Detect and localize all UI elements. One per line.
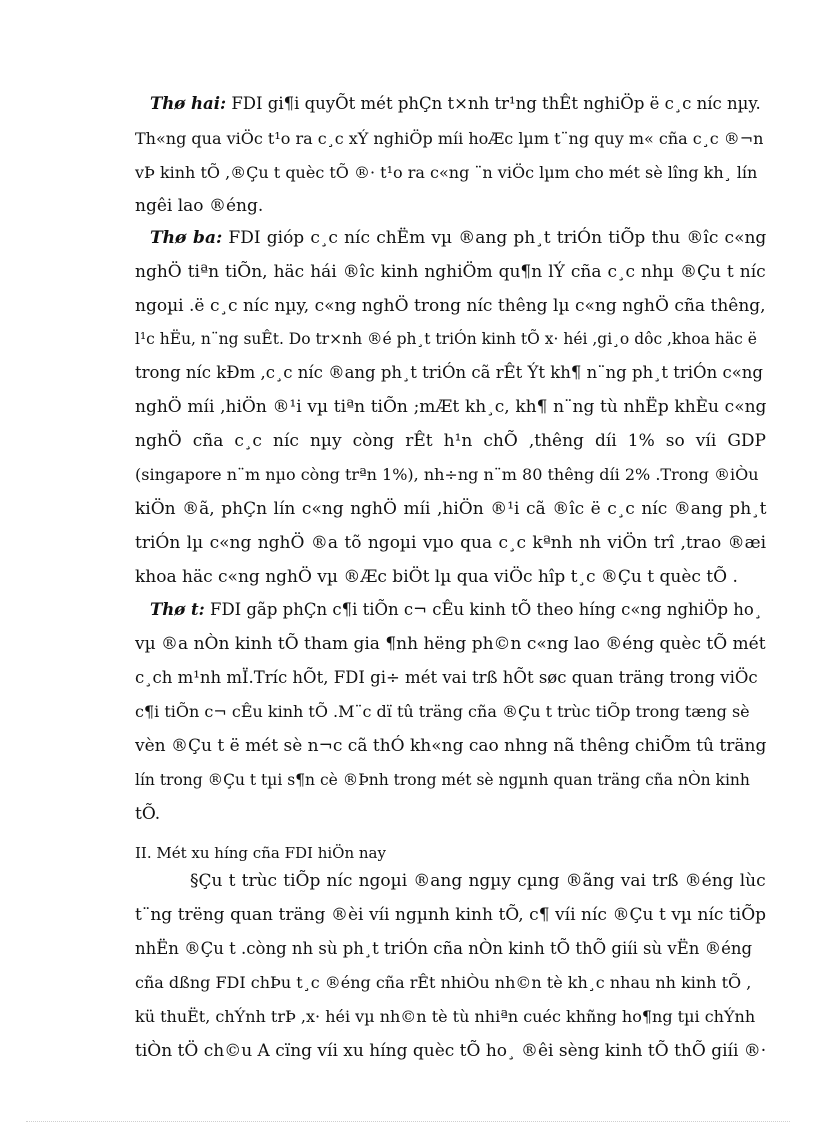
paragraph-line: l¹c hËu, n¨ng suÊt. Do tr×nh ®é ph¸t triÓn kinh tÕ x· héi ,gi¸o dôc ,khoa häc ë — [135, 330, 757, 348]
section-line: cña dßng FDI chÞu t¸c ®éng cña rÊt nhiÒu nh©n tè kh¸c nhau nh kinh tÕ , — [135, 973, 752, 992]
section-line: nhËn ®Çu t .còng nh sù ph¸t triÓn cña nÒn kinh tÕ thÕ giíi sù vËn ®éng — [135, 939, 753, 958]
paragraph-lead-thu-hai: Thø hai: — [150, 94, 227, 113]
page-bottom-divider — [26, 1121, 790, 1122]
paragraph-text: FDI gãp phÇn c¶i tiÕn c¬ cÊu kinh tÕ theo híng c«ng nghiÖp ho¸ — [204, 600, 763, 619]
paragraph-line: triÓn lµ c«ng nghÖ ®a tõ ngoµi vµo qua c¸c kªnh nh viÖn trî ,trao ®æi — [135, 533, 767, 553]
paragraph-thu-ba-line-1 — [150, 228, 766, 248]
section-heading: II. Mét xu híng cña FDI hiÖn nay — [135, 844, 386, 862]
paragraph-line: Th«ng qua viÖc t¹o ra c¸c xÝ nghiÖp míi hoÆc lµm t¨ng quy m« cña c¸c ®¬n — [135, 129, 764, 148]
paragraph-line: ngêi lao ®éng. — [135, 196, 264, 216]
paragraph-thu-hai-line-1 — [150, 94, 761, 114]
paragraph-line: nghÖ míi ,hiÖn ®¹i vµ tiªn tiÕn ;mÆt kh¸c, kh¶ n¨ng tù nhËp khÈu c«ng — [135, 397, 767, 417]
paragraph-lead-thu-tu: Thø t: — [150, 600, 205, 619]
paragraph-line: khoa häc c«ng nghÖ vµ ®Æc biÖt lµ qua viÖc hîp t¸c ®Çu t quèc tÕ . — [135, 567, 738, 587]
paragraph-lead-thu-ba: Thø ba: — [150, 228, 223, 248]
paragraph-line: (singapore n¨m nµo còng trªn 1%), nh÷ng n¨m 80 thêng díi 2% .Trong ®iÒu — [135, 465, 759, 484]
paragraph-line: vèn ®Çu t ë mét sè n¬c cã thÓ kh«ng cao nhng nã thêng chiÕm tû träng — [135, 736, 767, 756]
paragraph-line: c¶i tiÕn c¬ cÊu kinh tÕ .M¨c dï tû träng cña ®Çu t trùc tiÕp trong tæng sè — [135, 702, 750, 721]
paragraph-line: nghÖ tiªn tiÕn, häc hái ®îc kinh nghiÖm qu¶n lÝ cña c¸c nhµ ®Çu t níc — [135, 262, 766, 282]
paragraph-line: lín trong ®Çu t tµi s¶n cè ®Þnh trong mét sè ngµnh quan träng cña nÒn kinh — [135, 771, 750, 789]
paragraph-line: tÕ. — [135, 804, 161, 824]
paragraph-thu-tu-line-1 — [150, 600, 762, 620]
paragraph-text: FDI gióp c¸c níc chËm vµ ®ang ph¸t triÓn tiÕp thu ®îc c«ng — [222, 228, 767, 248]
paragraph-text: FDI gi¶i quyÕt mét phÇn t×nh tr¹ng thÊt nghiÖp ë c¸c níc nµy. — [226, 94, 761, 113]
paragraph-line: ngoµi .ë c¸c níc nµy, c«ng nghÖ trong níc thêng lµ c«ng nghÖ cña thêng, — [135, 296, 766, 316]
paragraph-line: kiÖn ®ã, phÇn lín c«ng nghÖ míi ,hiÖn ®¹i cã ®îc ë c¸c níc ®ang ph¸t — [135, 499, 767, 519]
section-line: kü thuËt, chÝnh trÞ ,x· héi vµ nh©n tè tù nhiªn cuéc khñng ho¶ng tµi chÝnh — [135, 1007, 756, 1026]
paragraph-line: vµ ®a nÒn kinh tÕ tham gia ¶nh hëng ph©n c«ng lao ®éng quèc tÕ mét — [135, 634, 766, 654]
section-line: t¨ng trëng quan träng ®èi víi ngµnh kinh tÕ, c¶ víi níc ®Çu t vµ níc tiÕp — [135, 905, 767, 925]
paragraph-line: c¸ch m¹nh mÏ.Tríc hÕt, FDI gi÷ mét vai trß hÕt søc quan träng trong viÖc — [135, 668, 758, 687]
paragraph-line: trong níc kÐm ,c¸c níc ®ang ph¸t triÓn cã rÊt Ýt kh¶ n¨ng ph¸t triÓn c«ng — [135, 363, 763, 382]
section-line: tiÒn tÖ ch©u A cïng víi xu híng quèc tÕ ho¸ ®êi sèng kinh tÕ thÕ giíi ®· — [135, 1041, 767, 1061]
paragraph-line: nghÖ cña c¸c níc nµy còng rÊt h¹n chÕ ,thêng díi 1% so víi GDP — [135, 431, 766, 451]
paragraph-line: vÞ kinh tÕ ,®Çu t quèc tÕ ®· t¹o ra c«ng ¨n viÖc lµm cho mét sè lîng kh¸ lín — [135, 163, 758, 182]
section-line: §Çu t trùc tiÕp níc ngoµi ®ang ngµy cµng ®ãng vai trß ®éng lùc — [190, 871, 766, 891]
